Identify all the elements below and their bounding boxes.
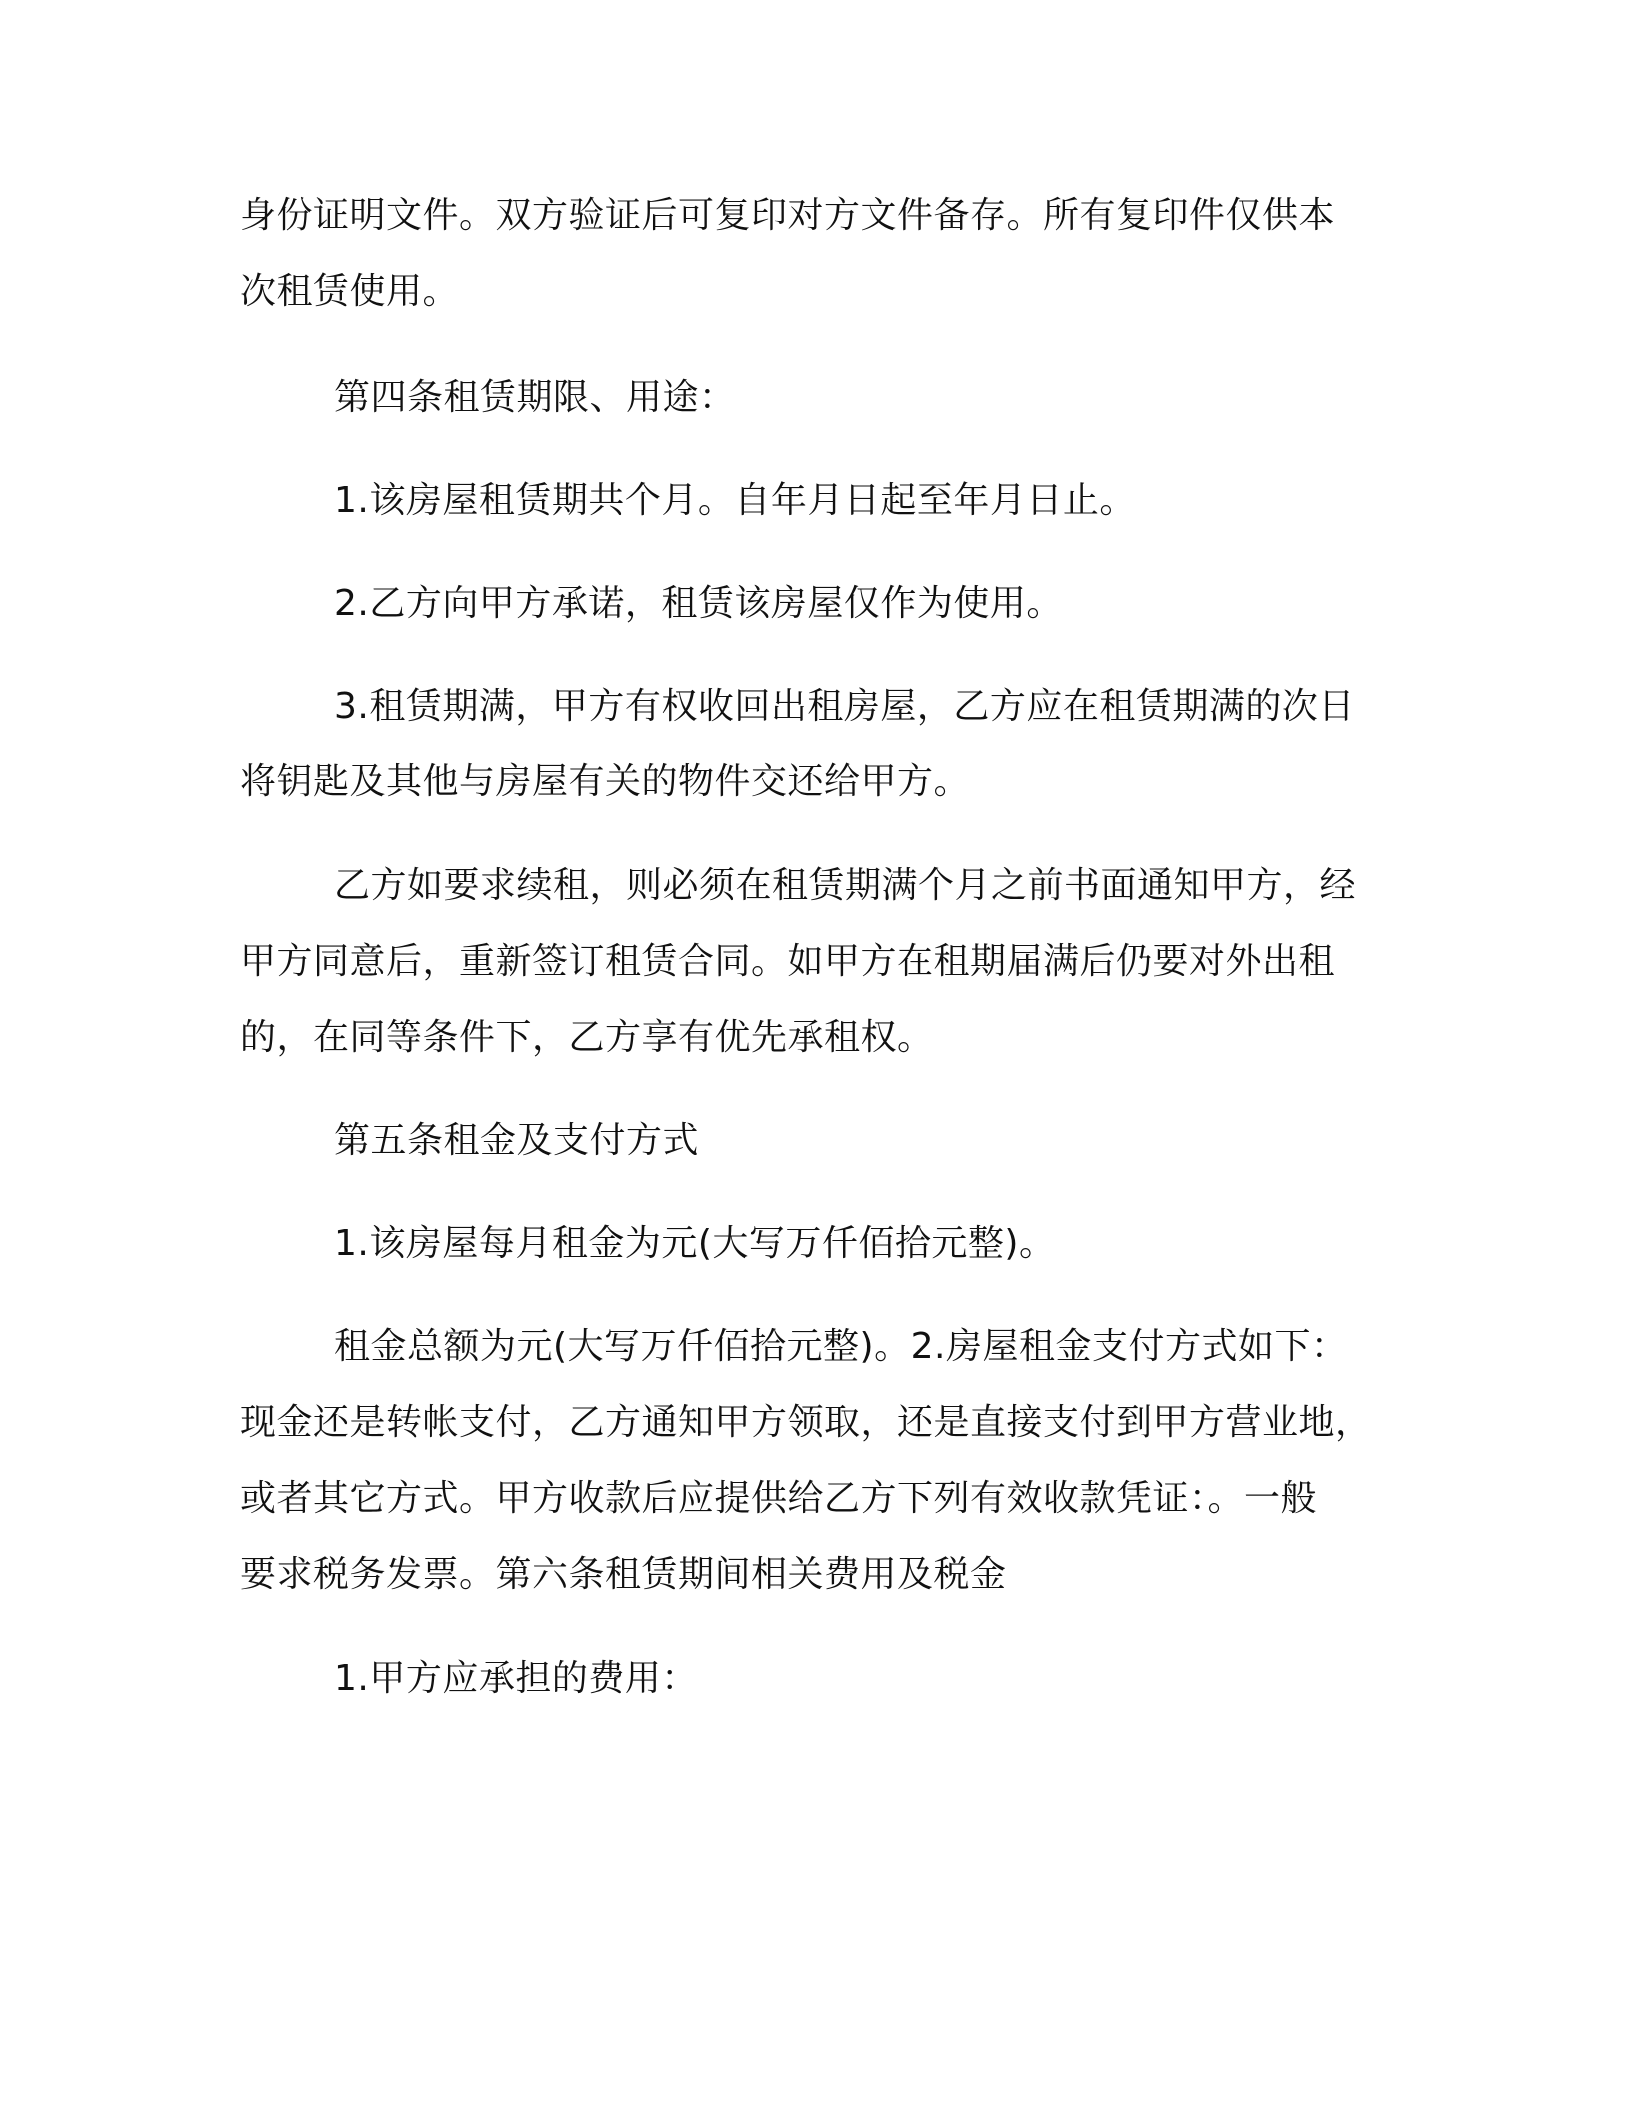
text-line: 3.租赁期满，甲方有权收回出租房屋，乙方应在租赁期满的次日	[334, 686, 1355, 727]
section-heading-article-5: 第五条租金及支付方式	[334, 1120, 700, 1161]
text-line: 1.该房屋每月租金为元(大写万仟佰拾元整)。	[334, 1223, 1056, 1264]
text-line: 身份证明文件。双方验证后可复印对方文件备存。所有复印件仅供本	[240, 195, 1336, 236]
text-line: 乙方如要求续租，则必须在租赁期满个月之前书面通知甲方，经	[334, 865, 1357, 906]
text-line: 1.该房屋租赁期共个月。自年月日起至年月日止。	[334, 480, 1136, 521]
text-line: 甲方同意后，重新签订租赁合同。如甲方在租期届满后仍要对外出租	[240, 941, 1336, 982]
text-line: 或者其它方式。甲方收款后应提供给乙方下列有效收款凭证：。一般	[240, 1478, 1318, 1519]
text-line: 要求税务发票。第六条租赁期间相关费用及税金	[240, 1554, 1007, 1595]
text-line: 将钥匙及其他与房屋有关的物件交还给甲方。	[240, 761, 971, 802]
text-line: 次租赁使用。	[240, 271, 460, 312]
section-heading-article-4: 第四条租赁期限、用途：	[334, 377, 736, 418]
text-line: 1.甲方应承担的费用：	[334, 1658, 698, 1699]
text-line: 现金还是转帐支付，乙方通知甲方领取，还是直接支付到甲方营业地，	[240, 1402, 1372, 1443]
text-line: 2.乙方向甲方承诺，租赁该房屋仅作为使用。	[334, 583, 1063, 624]
text-line: 租金总额为元(大写万仟佰拾元整)。2.房屋租金支付方式如下：	[334, 1326, 1348, 1367]
text-line: 的，在同等条件下，乙方享有优先承租权。	[240, 1017, 934, 1058]
